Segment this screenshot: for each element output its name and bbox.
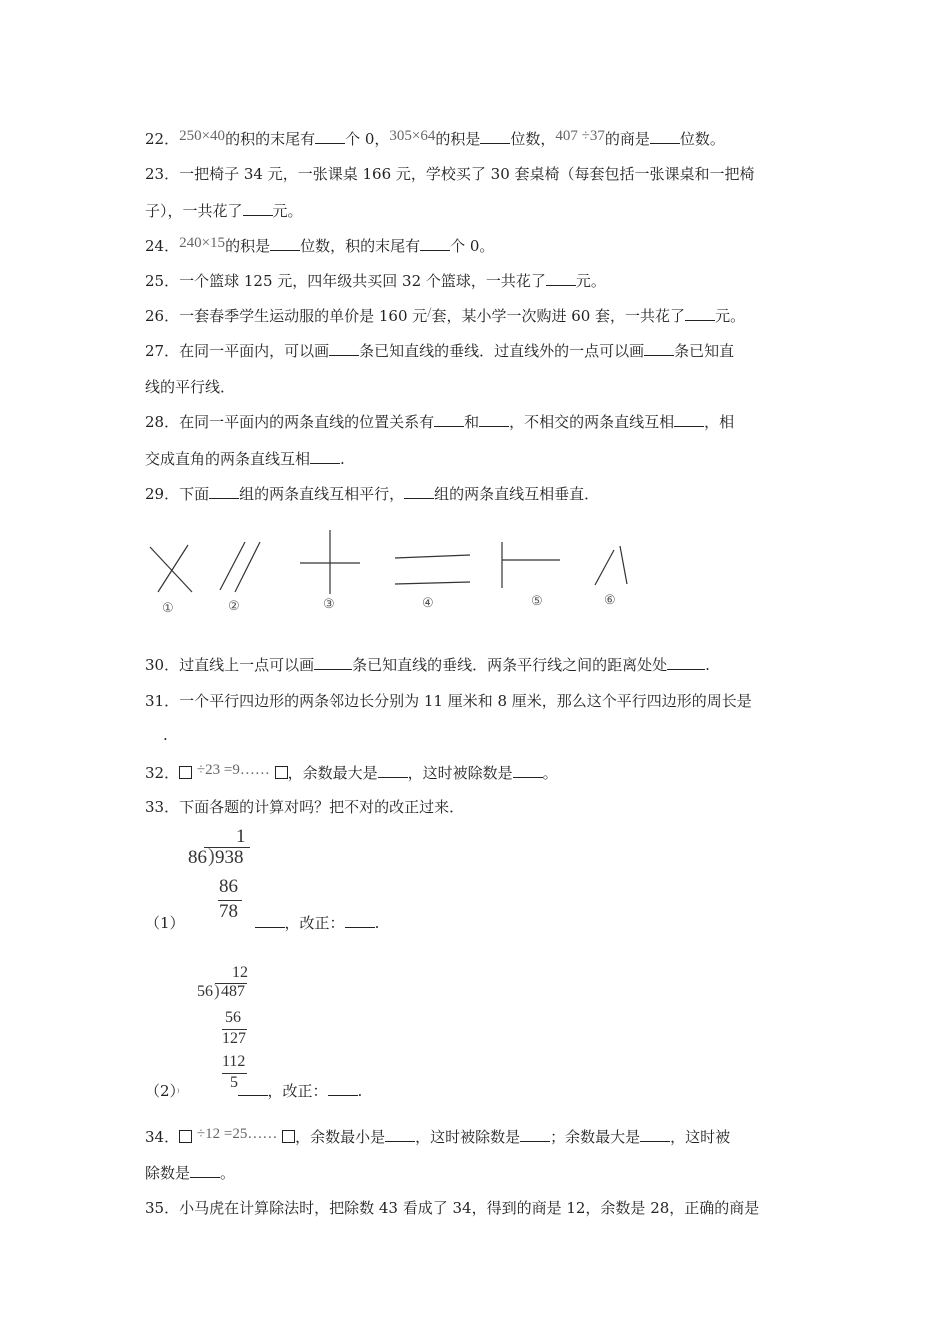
- question-23: 23．一把椅子 34 元，一张课桌 166 元，学校买了 30 套桌椅（每套包括一张课桌和一把椅: [145, 165, 755, 183]
- long-division-2: [197, 964, 257, 1094]
- fig2-label: ②: [228, 599, 240, 614]
- question-30: 30．过直线上一点可以画 条已知直线的垂线．两条平行线之间的距离处处 .: [145, 656, 710, 674]
- answer-blank[interactable]: [480, 131, 510, 144]
- fig2-line-a: [220, 542, 245, 590]
- question-29: 29．下面 组的两条直线互相平行， 组的两条直线互相垂直．: [145, 485, 600, 503]
- question-35: 35．小马虎在计算除法时，把除数 43 看成了 34，得到的商是 12，余数是 28，正确的商是: [145, 1199, 760, 1217]
- fig1-line-b: [158, 545, 188, 592]
- remainder-1: 127: [222, 1030, 246, 1047]
- fig1-line-a: [150, 547, 192, 592]
- answer-blank[interactable]: [674, 414, 704, 427]
- answer-blank[interactable]: [667, 657, 705, 670]
- answer-blank[interactable]: [190, 1165, 220, 1178]
- answer-blank[interactable]: [314, 657, 352, 670]
- answer-blank[interactable]: [513, 765, 543, 778]
- divisor: 86: [188, 847, 207, 868]
- question-23-cont: 子），一共花了 元。: [145, 202, 303, 220]
- answer-blank[interactable]: [479, 414, 509, 427]
- subtrahend-2: 112: [222, 1053, 246, 1070]
- answer-blank[interactable]: [546, 273, 576, 286]
- answer-blank[interactable]: [315, 131, 345, 144]
- divisor: 56: [197, 983, 213, 1000]
- question-25: 25．一个篮球 125 元，四年级共买回 32 个篮球，一共花了 元。: [145, 272, 606, 290]
- remainder-2: 5: [230, 1074, 238, 1091]
- dividend: 487: [221, 983, 245, 1000]
- question-33: 33．下面各题的计算对吗？把不对的改正过来．: [145, 798, 465, 816]
- question-34: 34． ÷12 =25…… ，余数最小是 ，这时被除数是 ；余数最大是 ，这时被: [145, 1126, 731, 1146]
- quotient: 1: [236, 826, 246, 847]
- line-pairs-figure: [140, 520, 650, 625]
- answer-blank[interactable]: [238, 1083, 268, 1096]
- answer-blank[interactable]: [329, 343, 359, 356]
- answer-blank[interactable]: [520, 1129, 550, 1142]
- question-27-cont: 线的平行线．: [145, 378, 236, 396]
- division-bracket: ): [214, 981, 220, 1000]
- answer-blank[interactable]: [270, 238, 300, 251]
- dividend: 938: [215, 847, 244, 868]
- subtrahend: 86: [219, 876, 238, 897]
- question-33-2: （2）⁾ ，改正： .: [145, 1082, 363, 1100]
- answer-blank[interactable]: [345, 915, 375, 928]
- question-32: 32． ÷23 =9…… ，余数最大是 ，这时被除数是 。: [145, 762, 558, 782]
- answer-blank[interactable]: [209, 486, 239, 499]
- blank-square[interactable]: [275, 766, 288, 779]
- fig6-line-b: [620, 546, 627, 584]
- fig6-line-a: [595, 550, 614, 585]
- answer-blank[interactable]: [685, 308, 715, 321]
- answer-blank[interactable]: [385, 1129, 415, 1142]
- division-bracket: ): [208, 845, 215, 867]
- quotient: 12: [232, 964, 248, 981]
- question-28: 28．在同一平面内的两条直线的位置关系有 和 ，不相交的两条直线互相 ，相: [145, 413, 735, 431]
- fig4-label: ④: [422, 596, 434, 611]
- fig4-line-a: [395, 555, 470, 558]
- question-27: 27．在同一平面内，可以画 条已知直线的垂线．过直线外的一点可以画 条已知直: [145, 342, 735, 360]
- fig3-label: ③: [323, 597, 335, 612]
- answer-blank[interactable]: [378, 765, 408, 778]
- subtrahend-1: 56: [225, 1009, 241, 1026]
- remainder: 78: [219, 901, 238, 922]
- answer-blank[interactable]: [404, 486, 434, 499]
- blank-square[interactable]: [179, 766, 192, 779]
- fig2-line-b: [235, 542, 260, 592]
- answer-blank[interactable]: [434, 414, 464, 427]
- question-31: 31．一个平行四边形的两条邻边长分别为 11 厘米和 8 厘米，那么这个平行四边形的周长是: [145, 692, 752, 710]
- question-33-1: （1） ，改正： .: [145, 914, 380, 932]
- question-24: 24．240×15的积是 位数，积的末尾有 个 0。: [145, 235, 495, 255]
- answer-blank[interactable]: [255, 915, 285, 928]
- question-34-cont: 除数是 。: [145, 1164, 236, 1182]
- long-division-1: [188, 826, 258, 926]
- fig5-label: ⑤: [531, 594, 543, 609]
- question-26: 26．一套春季学生运动服的单价是 160 元/套，某小学一次购进 60 套，一共花了 元。: [145, 305, 746, 325]
- question-31-cont: .: [163, 726, 168, 744]
- blank-square[interactable]: [179, 1130, 192, 1143]
- answer-blank[interactable]: [420, 238, 450, 251]
- question-28-cont: 交成直角的两条直线互相 .: [145, 450, 345, 468]
- fig6-label: ⑥: [604, 593, 616, 608]
- answer-blank[interactable]: [328, 1083, 358, 1096]
- blank-square[interactable]: [282, 1130, 295, 1143]
- answer-blank[interactable]: [243, 203, 273, 216]
- question-22: 22．250×40的积的末尾有 个 0，305×64的积是 位数，407 ÷37的商是 位数。: [145, 128, 725, 148]
- answer-blank[interactable]: [310, 451, 340, 464]
- fig4-line-b: [395, 582, 470, 584]
- answer-blank[interactable]: [640, 1129, 670, 1142]
- fig1-label: ①: [162, 601, 174, 616]
- answer-blank[interactable]: [650, 131, 680, 144]
- answer-blank[interactable]: [644, 343, 674, 356]
